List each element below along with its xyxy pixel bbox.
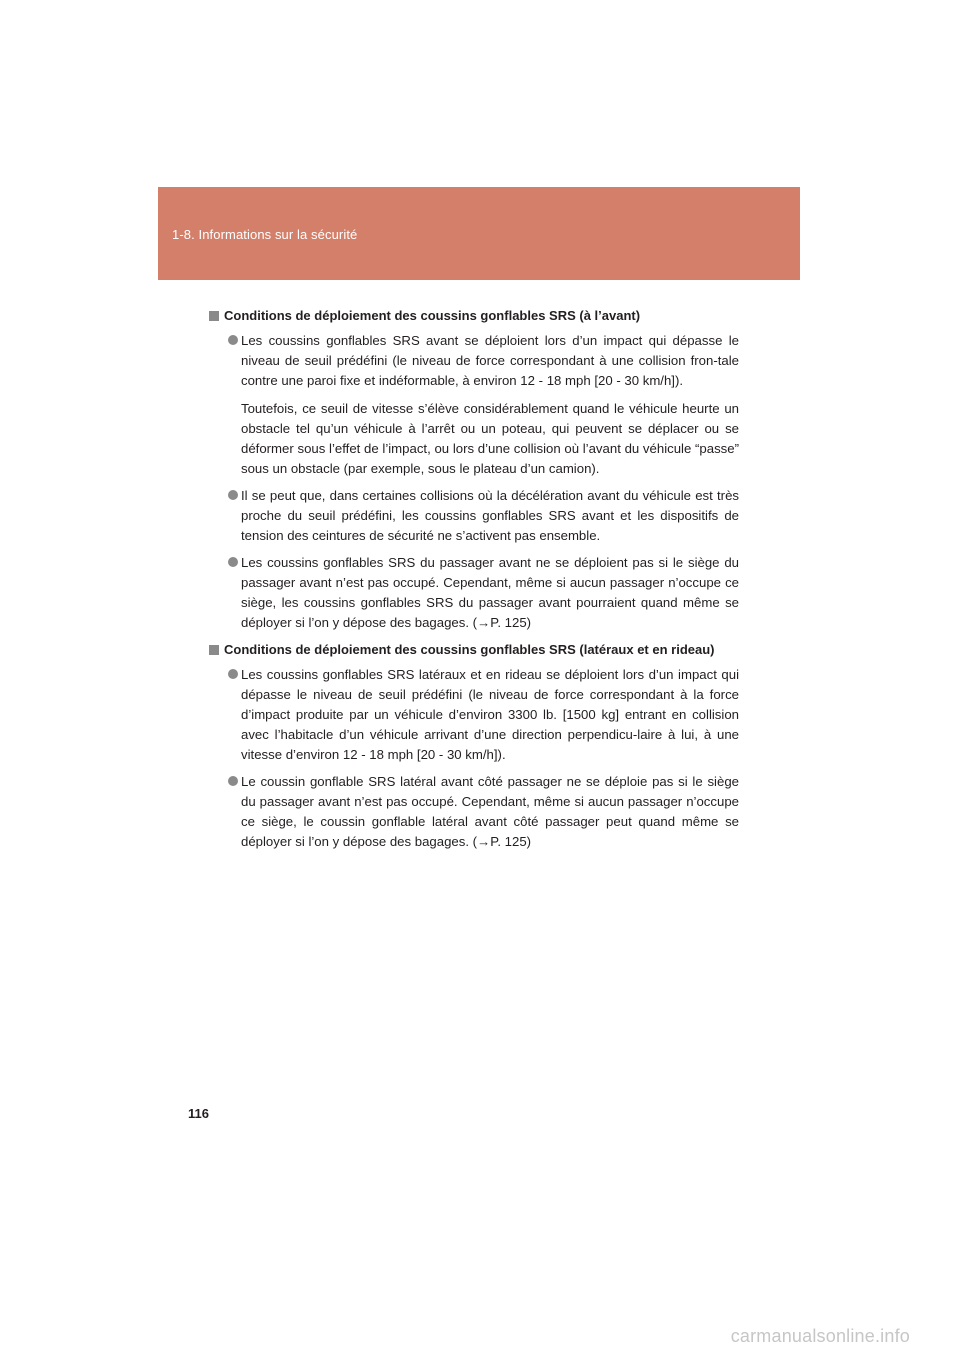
watermark: carmanualsonline.info xyxy=(730,1326,910,1346)
page-content xyxy=(209,306,739,859)
section-heading-text: Conditions de déploiement des coussins gonflables SRS (à l’avant) xyxy=(224,308,641,323)
list-item-text: Les coussins gonflables SRS du passager avant ne se déploient pas si le siège du passager avant n’est pas occupé. Cependant, même si aucun passager n’occupe ce siège, les coussins gonflables SRS du passager avant pourraient quand même se déployer si l’on y dépose des bagages. (→P. 125) xyxy=(241,555,739,630)
page-number: 116 xyxy=(188,1106,209,1121)
list-item xyxy=(228,665,739,765)
list-item-text: Il se peut que, dans certaines collisions où la décélération avant du véhicule est très proche du seuil prédéfini, les coussins gonflables SRS avant et les dispositifs de tension des ceintures de sécurité ne s’activent pas ensemble. xyxy=(241,488,739,543)
round-bullet-icon xyxy=(228,669,238,679)
list-item-subtext: Toutefois, ce seuil de vitesse s’élève considérablement quand le véhicule heurte un obstacle tel qu’un véhicule à l’arrêt ou un poteau, qui peuvent se déplacer ou se déformer sous l’effet de l’impact, ou lors d’une collision où l’avant du véhicule “passe” sous un obstacle (par exemple, sous le plateau d’un camion). xyxy=(241,401,739,476)
section-heading-text: Conditions de déploiement des coussins gonflables SRS (latéraux et en rideau) xyxy=(224,642,715,657)
section-title: 1-8. Informations sur la sécurité xyxy=(172,227,358,242)
round-bullet-icon xyxy=(228,776,238,786)
square-bullet-icon xyxy=(209,645,219,655)
list-item xyxy=(228,331,739,479)
list-item-text: Le coussin gonflable SRS latéral avant côté passager ne se déploie pas si le siège du passager avant n’est pas occupé. Cependant, même si aucun passager n’occupe ce siège, le coussin gonflable latéral avant côté passager peut quand même se déployer si l’on y dépose des bagages. (→P. 125) xyxy=(241,774,739,849)
section-heading-side-curtain xyxy=(209,640,739,660)
list-item xyxy=(228,772,739,852)
round-bullet-icon xyxy=(228,557,238,567)
round-bullet-icon xyxy=(228,490,238,500)
square-bullet-icon xyxy=(209,311,219,321)
list-item xyxy=(228,553,739,633)
section-heading-front xyxy=(209,306,739,326)
list-item-text: Les coussins gonflables SRS latéraux et en rideau se déploient lors d’un impact qui dépasse le niveau de seuil prédéfini (le niveau de force correspondant à la force d’impact produite par un véhicule d’environ 3300 lb. [1500 kg] entrant en collision avec l’habitacle d’un véhicule arrivant d’une direction perpendicu-laire à lui, à une vitesse d’environ 12 - 18 mph [20 - 30 km/h]). xyxy=(241,667,739,762)
round-bullet-icon xyxy=(228,335,238,345)
list-item xyxy=(228,486,739,546)
list-item-text: Les coussins gonflables SRS avant se déploient lors d’un impact qui dépasse le niveau de seuil prédéfini (le niveau de force correspondant à une collision fron-tale contre une paroi fixe et indéformable, à environ 12 - 18 mph [20 - 30 km/h]). xyxy=(241,333,739,388)
